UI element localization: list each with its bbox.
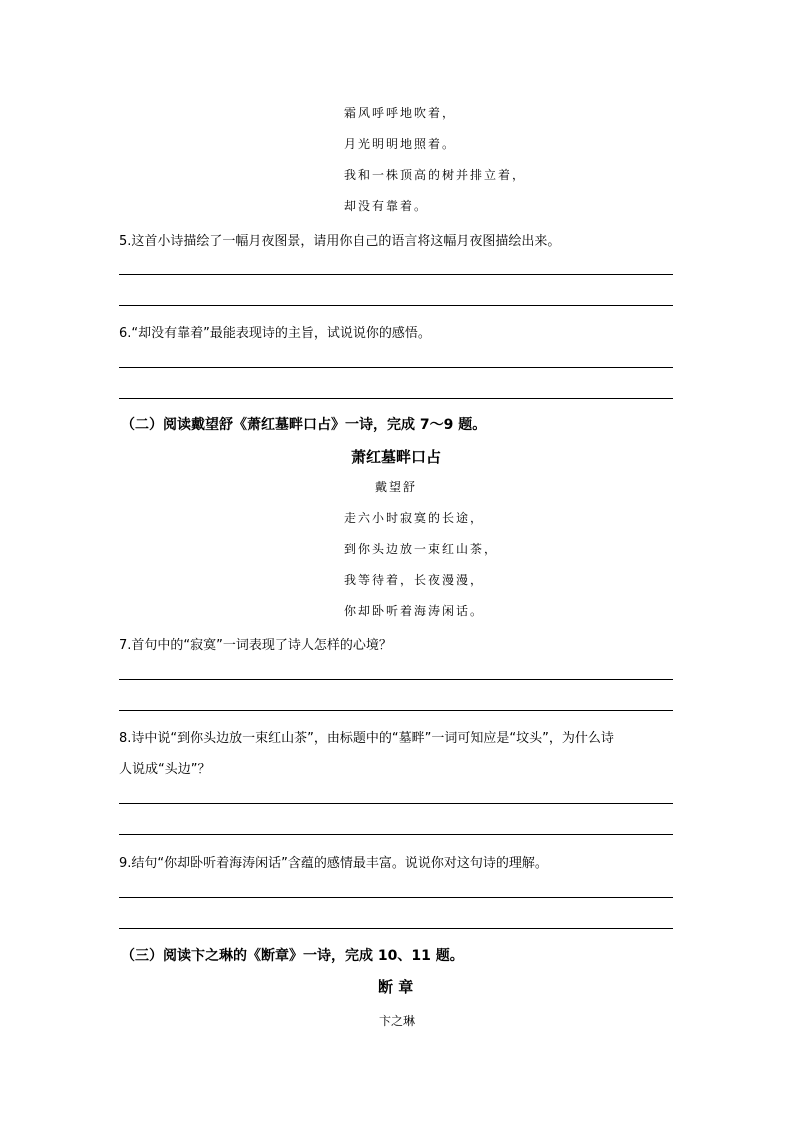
answer-line[interactable] bbox=[119, 398, 673, 399]
section-3-poem-author: 卞之琳 bbox=[379, 1014, 416, 1028]
section-3-poem-title: 断 章 bbox=[378, 978, 414, 996]
poem1-line-3: 我和一株顶高的树并排立着， bbox=[344, 168, 527, 182]
section-2-poem-title: 萧红墓畔口占 bbox=[351, 448, 442, 466]
question-8-line-1: 8.诗中说“到你头边放一束红山茶”，由标题中的“墓畔”一词可知应是“坟头”，为什么诗 bbox=[119, 731, 614, 746]
poem1-line-2: 月光明明地照着。 bbox=[344, 137, 457, 151]
poem2-line-3: 我等待着，长夜漫漫， bbox=[344, 573, 485, 587]
answer-line[interactable] bbox=[119, 710, 673, 711]
section-2-poem-author: 戴望舒 bbox=[375, 480, 418, 494]
answer-line[interactable] bbox=[119, 305, 673, 306]
question-9: 9.结句“你却卧听着海涛闲话”含蕴的感情最丰富。说说你对这句诗的理解。 bbox=[119, 856, 548, 871]
section-2-heading: （二）阅读戴望舒《萧红墓畔口占》一诗，完成 7～9 题。 bbox=[121, 417, 487, 433]
poem2-line-4: 你却卧听着海涛闲话。 bbox=[344, 604, 485, 618]
question-5: 5.这首小诗描绘了一幅月夜图景，请用你自己的语言将这幅月夜图描绘出来。 bbox=[119, 234, 561, 249]
answer-line[interactable] bbox=[119, 897, 673, 898]
answer-line[interactable] bbox=[119, 679, 673, 680]
poem1-line-4: 却没有靠着。 bbox=[344, 199, 429, 213]
question-7: 7.首句中的“寂寞”一词表现了诗人怎样的心境？ bbox=[119, 638, 392, 653]
poem1-line-1: 霜风呼呼地吹着， bbox=[344, 106, 457, 120]
section-3-heading: （三）阅读卞之琳的《断章》一诗，完成 10、11 题。 bbox=[121, 948, 464, 964]
answer-line[interactable] bbox=[119, 834, 673, 835]
answer-line[interactable] bbox=[119, 274, 673, 275]
question-8-line-2: 人说成“头边”？ bbox=[119, 762, 211, 777]
answer-line[interactable] bbox=[119, 367, 673, 368]
answer-line[interactable] bbox=[119, 803, 673, 804]
poem2-line-1: 走六小时寂寞的长途， bbox=[344, 511, 485, 525]
question-6: 6.“却没有靠着”最能表现诗的主旨，试说说你的感悟。 bbox=[119, 326, 431, 341]
poem2-line-2: 到你头边放一束红山茶， bbox=[344, 542, 499, 556]
answer-line[interactable] bbox=[119, 928, 673, 929]
